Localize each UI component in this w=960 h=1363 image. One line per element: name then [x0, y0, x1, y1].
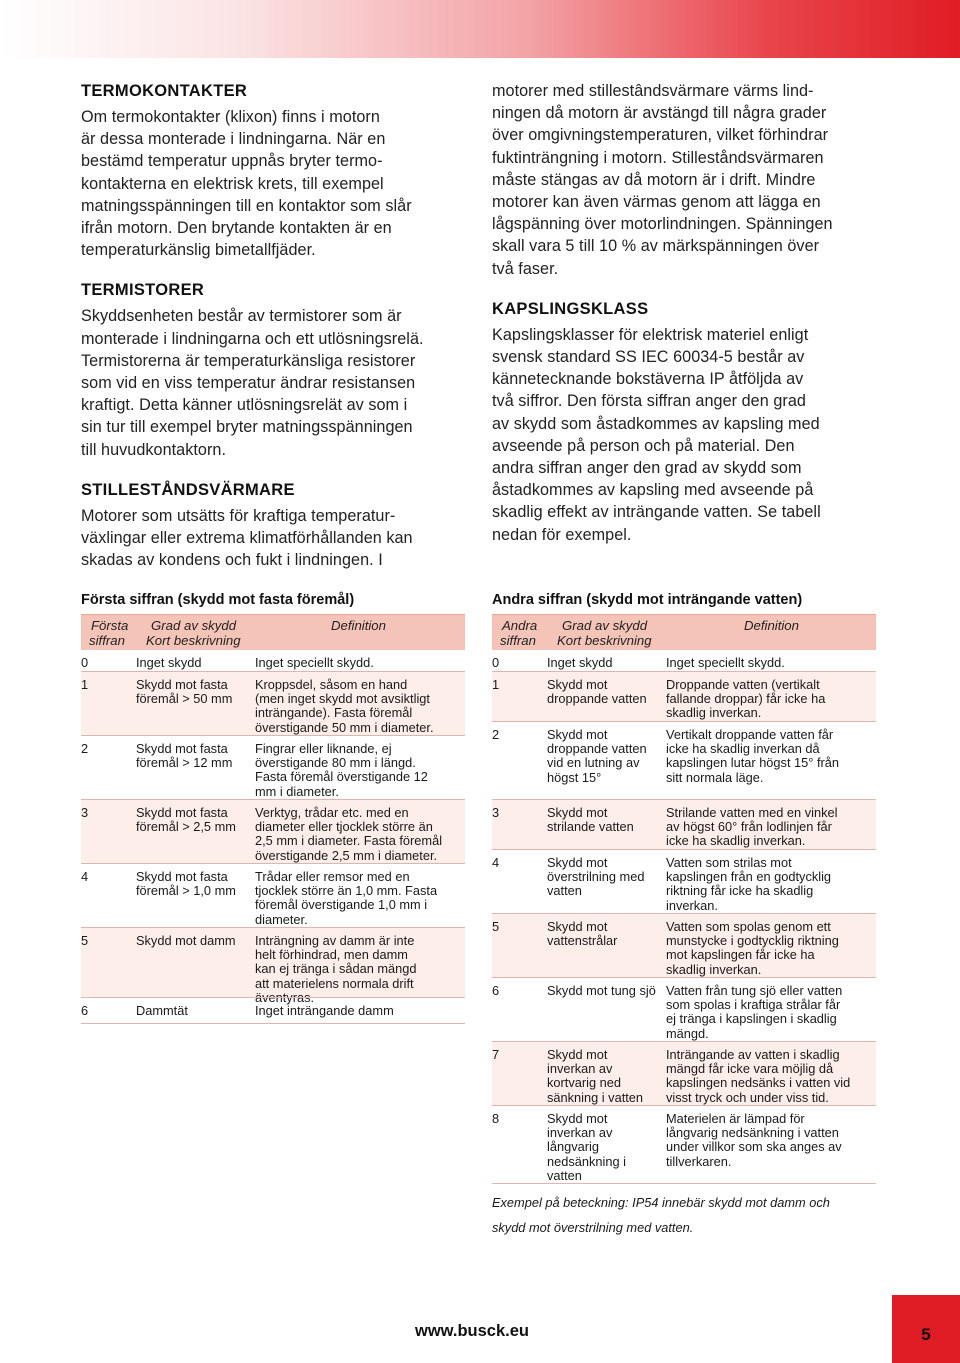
row-grade: Skydd mot fasta föremål > 1,0 mm: [136, 869, 236, 899]
table-row: [492, 722, 876, 800]
right-column: [492, 80, 882, 546]
row-grade: Skydd mot strilande vatten: [547, 805, 634, 835]
table-header: Första siffran Grad av skydd Kort beskrivning Definition: [81, 614, 465, 650]
row-definition: Inget speciellt skydd.: [255, 655, 374, 670]
row-definition: Vertikalt droppande vatten får icke ha skadlig inverkan då kapslingen lutar högst 15° från sitt normala läge.: [666, 727, 840, 785]
row-grade: Skydd mot fasta föremål > 12 mm: [136, 741, 233, 771]
table-row: [81, 736, 465, 800]
row-number: 3: [81, 805, 89, 820]
table-row: [81, 998, 465, 1024]
row-grade: Skydd mot droppande vatten vid en lutning av högst 15°: [547, 727, 647, 785]
row-grade: Skydd mot damm: [136, 933, 236, 948]
row-number: 8: [492, 1111, 500, 1126]
table-row: [81, 928, 465, 1005]
row-grade: Dammtät: [136, 1003, 188, 1018]
row-definition: Droppande vatten (vertikalt fallande droppar) får icke ha skadlig inverkan.: [666, 677, 826, 721]
row-grade: Skydd mot vattenstrålar: [547, 919, 618, 949]
table-row: [492, 672, 876, 722]
row-definition: Inträngande av vatten i skadlig mängd får icke vara möjlig då kapslingen nedsänks i vatten vid visst tryck och under viss tid.: [666, 1047, 851, 1105]
table-title: Andra siffran (skydd mot inträngande vatten): [492, 592, 803, 608]
row-number: 6: [492, 983, 500, 998]
table-title: Första siffran (skydd mot fasta föremål): [81, 592, 355, 608]
row-number: 4: [492, 855, 500, 870]
row-grade: Skydd mot inverkan av kortvarig ned sänkning i vatten: [547, 1047, 644, 1105]
row-definition: Vatten som strilas mot kapslingen från en godtycklig riktning får icke ha skadlig inverkan.: [666, 855, 832, 913]
row-definition: Verktyg, trådar etc. med en diameter eller tjocklek större än 2,5 mm i diameter. Fasta föremål överstigande 2,5 mm i diameter.: [255, 805, 443, 863]
row-number: 4: [81, 869, 89, 884]
paragraph-kapslingsklass: Kapslingsklasser för elektrisk materiel enligt svensk standard SS IEC 60034-5 består av kännetecknande bokstäverna IP åtföljda av två siffror. Den första siffran anger den grad av skydd som åstadkommes av kapsling med avseende på person och på material. Den andra siffran anger den grad av skydd som åstadkommes av kapsling med avseende på skadlig effekt av inträngande vatten. Se tabell nedan för exempel.: [492, 325, 821, 544]
left-column: [81, 80, 471, 571]
table-row: [492, 850, 876, 914]
table-row: [492, 800, 876, 850]
row-grade: Skydd mot droppande vatten: [547, 677, 647, 707]
row-definition: Inträngning av damm är inte helt förhindrad, men damm kan ej tränga i sådan mängd att materielens normala drift äventyras.: [255, 933, 417, 1005]
table-header: Andra siffran Grad av skydd Kort beskrivning Definition: [492, 614, 876, 650]
row-grade: Skydd mot överstrilning med vatten: [547, 855, 645, 899]
row-definition: Vatten som spolas genom ett munstycke i godtycklig riktning mot kapslingen får icke ha skadlig inverkan.: [666, 919, 839, 977]
page-number: 5: [921, 1325, 931, 1344]
row-number: 0: [81, 655, 89, 670]
row-definition: Kroppsdel, såsom en hand (men inget skydd mot avsiktligt inträngande). Fasta föremål överstigande 50 mm i diameter.: [255, 677, 434, 735]
row-number: 7: [492, 1047, 500, 1062]
example-note: Exempel på beteckning: IP54 innebär skydd mot damm och skydd mot överstrilning med vatten.: [492, 1195, 830, 1235]
row-number: 1: [81, 677, 89, 692]
row-grade: Skydd mot tung sjö: [547, 983, 656, 998]
row-definition: Fingrar eller liknande, ej överstigande 80 mm i längd. Fasta föremål överstigande 12 mm i diameter.: [255, 741, 428, 799]
heading-kapslingsklass: KAPSLINGSKLASS: [492, 299, 649, 318]
table-row: [81, 864, 465, 928]
row-grade: Inget skydd: [547, 655, 613, 670]
heading-termistorer: TERMISTORER: [81, 281, 205, 300]
row-definition: Vatten från tung sjö eller vatten som spolas i kraftiga strålar får ej tränga i kapslingen i skadlig mängd.: [666, 983, 843, 1041]
row-definition: Inget speciellt skydd.: [666, 655, 785, 670]
row-number: 5: [492, 919, 500, 934]
row-number: 1: [492, 677, 500, 692]
table-row: [81, 650, 465, 672]
row-grade: Inget skydd: [136, 655, 202, 670]
page-number-box: [892, 1295, 960, 1363]
row-number: 6: [81, 1003, 89, 1018]
table-andra-siffran: [492, 590, 876, 1240]
table-row: [81, 800, 465, 864]
paragraph-termokontakter: Om termokontakter (klixon) finns i motorn är dessa monterade i lindningarna. När en bestämd temperatur uppnås bryter termo- kontakterna en elektrisk krets, till exempel matningsspänningen till en kontaktor som slår ifrån motorn. Den brytande kontakten är en temperaturkänslig bimetallfjäder.: [81, 108, 412, 260]
table-body: [81, 650, 465, 1024]
table-row: [492, 914, 876, 978]
row-number: 2: [81, 741, 89, 756]
row-grade: Skydd mot inverkan av långvarig nedsänkning i vatten: [547, 1111, 626, 1183]
table-body: [492, 650, 876, 1184]
row-grade: Skydd mot fasta föremål > 2,5 mm: [136, 805, 236, 835]
row-definition: Strilande vatten med en vinkel av högst 60° från lodlinjen får icke ha skadlig inverkan.: [666, 805, 838, 849]
heading-stillestandsvarmare: STILLESTÅNDSVÄRMARE: [81, 480, 295, 499]
table-row: [492, 1106, 876, 1184]
row-definition: Trådar eller remsor med en tjocklek större än 1,0 mm. Fasta föremål överstigande 1,0 mm i diameter.: [255, 869, 438, 927]
header-gradient-bar: [0, 0, 960, 58]
paragraph-stillestand-continued: motorer med stillestândsvärmare värms lind- ningen då motorn är avstängd till några grader över omgivningstemperaturen, vilket förhindrar fuktinträngning i motorn. Stilleståndsvärmaren måste stängas av då motorn är i drift. Mindre motorer kan även värmas genom att lägga en lågspänning över motorlindningen. Spänningen skall vara 5 till 10 % av märkspänningen över två faser.: [492, 82, 833, 278]
paragraph-stillestandsvarmare: Motorer som utsätts för kraftiga temperatur- växlingar eller extrema klimatförhållanden kan skadas av kondens och fukt i lindningen. I: [81, 506, 413, 570]
table-forsta-siffran: [81, 590, 465, 1024]
footer-url-link[interactable]: www.busck.eu: [415, 1322, 530, 1340]
row-number: 5: [81, 933, 89, 948]
row-definition: Materielen är lämpad för långvarig nedsänkning i vatten under villkor som ska anges av tillverkaren.: [666, 1111, 842, 1169]
row-definition: Inget inträngande damm: [255, 1003, 394, 1018]
table-row: [81, 672, 465, 736]
row-number: 0: [492, 655, 500, 670]
paragraph-termistorer: Skyddsenheten består av termistorer som är monterade i lindningarna och ett utlösningsrelä. Termistorerna är temperaturkänsliga resistorer som vid en viss temperatur ändrar resistansen kraftigt. Detta känner utlösningsrelät av som i sin tur till exempel bryter matningsspänningen till huvudkontaktorn.: [81, 307, 424, 459]
table-row: [492, 1042, 876, 1106]
table-row: [492, 650, 876, 672]
heading-termokontakter: TERMOKONTAKTER: [81, 82, 248, 100]
row-number: 3: [492, 805, 500, 820]
row-grade: Skydd mot fasta föremål > 50 mm: [136, 677, 233, 707]
row-number: 2: [492, 727, 500, 742]
table-row: [492, 978, 876, 1042]
